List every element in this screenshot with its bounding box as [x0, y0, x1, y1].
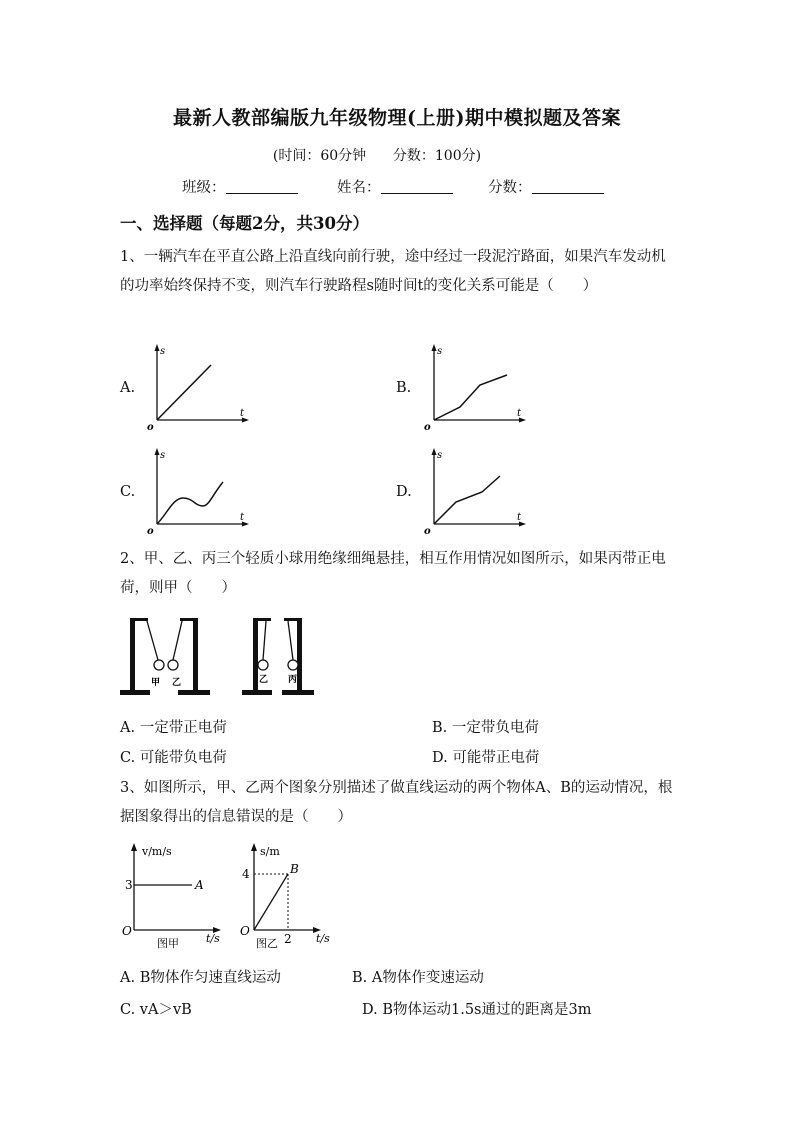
q1b-origin-label: o — [424, 422, 431, 432]
q1d-x-axis-label: t — [517, 512, 522, 523]
page-title: 最新人教部编版九年级物理(上册)期中模拟题及答案 — [173, 107, 621, 129]
q1-option-c-label: C. — [120, 484, 136, 500]
q3b-line — [254, 874, 288, 930]
q3b-x-axis-label: t/s — [316, 932, 330, 945]
q3a-origin-label: O — [122, 924, 132, 938]
q1-option-b-label: B. — [396, 380, 412, 396]
name-field — [337, 176, 453, 197]
q1d-curve — [434, 476, 500, 524]
ball-label-jia: 甲 — [151, 678, 161, 688]
ball-label-bing: 丙 — [288, 675, 298, 685]
question-2-text: 2、甲、乙、丙三个轻质小球用绝缘细绳悬挂，相互作用情况如图所示，如果丙带正电荷，则甲（ ） — [120, 551, 666, 596]
q3-option-a: A. B物体作匀速直线运动 — [120, 970, 281, 986]
name-blank — [381, 179, 453, 194]
q3b-x-value-label: 2 — [284, 932, 292, 946]
class-blank — [226, 179, 298, 194]
section-heading: 一、选择题（每题2分，共30分） — [120, 214, 369, 233]
q1d-y-axis-label: s — [437, 450, 443, 461]
q1-graph-b — [422, 340, 527, 432]
score-label: 分数： — [488, 180, 532, 196]
question-1-text: 1、一辆汽车在平直公路上沿直线向前行驶，途中经过一段泥泞路面，如果汽车发动机的功率始终保持不变，则汽车行驶路程s随时间t的变化关系可能是（ ） — [120, 249, 666, 294]
q2-option-a: A. 一定带正电荷 — [120, 720, 227, 736]
q2-option-b: B. 一定带负电荷 — [432, 720, 539, 736]
q3a-line-label: A — [195, 878, 204, 892]
q3b-caption: 图乙 — [256, 937, 278, 950]
name-label: 姓名： — [337, 180, 381, 196]
q1c-curve — [157, 482, 223, 524]
q3b-point-label: B — [290, 862, 299, 876]
q3-option-d: D. B物体运动1.5s通过的距离是3m — [362, 1002, 592, 1018]
q1a-y-axis-label: s — [160, 346, 166, 357]
q2-option-c: C. 可能带负电荷 — [120, 750, 227, 766]
q2-figure-right — [238, 612, 318, 704]
q3-option-c: C. vA＞vB — [120, 1002, 192, 1018]
q1-option-a-label: A. — [120, 380, 136, 396]
q1a-origin-label: o — [147, 422, 154, 432]
q1a-x-axis-label: t — [240, 408, 245, 419]
score-blank — [532, 179, 604, 194]
q1-option-d-label: D. — [396, 484, 412, 500]
score-field — [488, 176, 604, 197]
exam-info — [0, 145, 754, 165]
q3a-caption: 图甲 — [157, 937, 179, 950]
q1b-x-axis-label: t — [517, 408, 522, 419]
q1d-origin-label: o — [424, 526, 431, 536]
q3a-value-label: 3 — [125, 878, 133, 892]
class-field — [182, 176, 298, 197]
exam-score: 分数：100分) — [392, 148, 482, 164]
q1b-y-axis-label: s — [437, 346, 443, 357]
q1a-curve — [157, 365, 211, 420]
q1b-curve — [434, 375, 507, 420]
q3-figure-a — [120, 840, 232, 952]
q2-figure-left — [118, 612, 218, 704]
ball-label-yi-left: 乙 — [172, 678, 182, 688]
q3b-y-value-label: 4 — [242, 867, 250, 881]
q1c-y-axis-label: s — [160, 450, 166, 461]
q3a-y-axis-label: v/m/s — [142, 845, 172, 858]
q2-option-d: D. 可能带正电荷 — [432, 750, 540, 766]
q1-graph-d — [422, 444, 527, 536]
q3b-y-axis-label: s/m — [260, 845, 280, 858]
question-3-text: 3、如图所示，甲、乙两个图象分别描述了做直线运动的两个物体A、B的运动情况，根据图象得出的信息错误的是（ ） — [120, 780, 673, 825]
q3-option-b: B. A物体作变速运动 — [352, 970, 484, 986]
class-label: 班级： — [182, 180, 226, 196]
q1-graph-c — [145, 444, 250, 536]
q3b-origin-label: O — [240, 924, 250, 938]
q3a-x-axis-label: t/s — [206, 932, 220, 945]
q3-figure-b — [236, 840, 336, 952]
q1c-x-axis-label: t — [240, 512, 245, 523]
q1-graph-a — [145, 340, 250, 432]
exam-time: (时间：60分钟 — [272, 148, 367, 164]
ball-label-yi-right: 乙 — [259, 675, 269, 685]
q1c-origin-label: o — [147, 526, 154, 536]
